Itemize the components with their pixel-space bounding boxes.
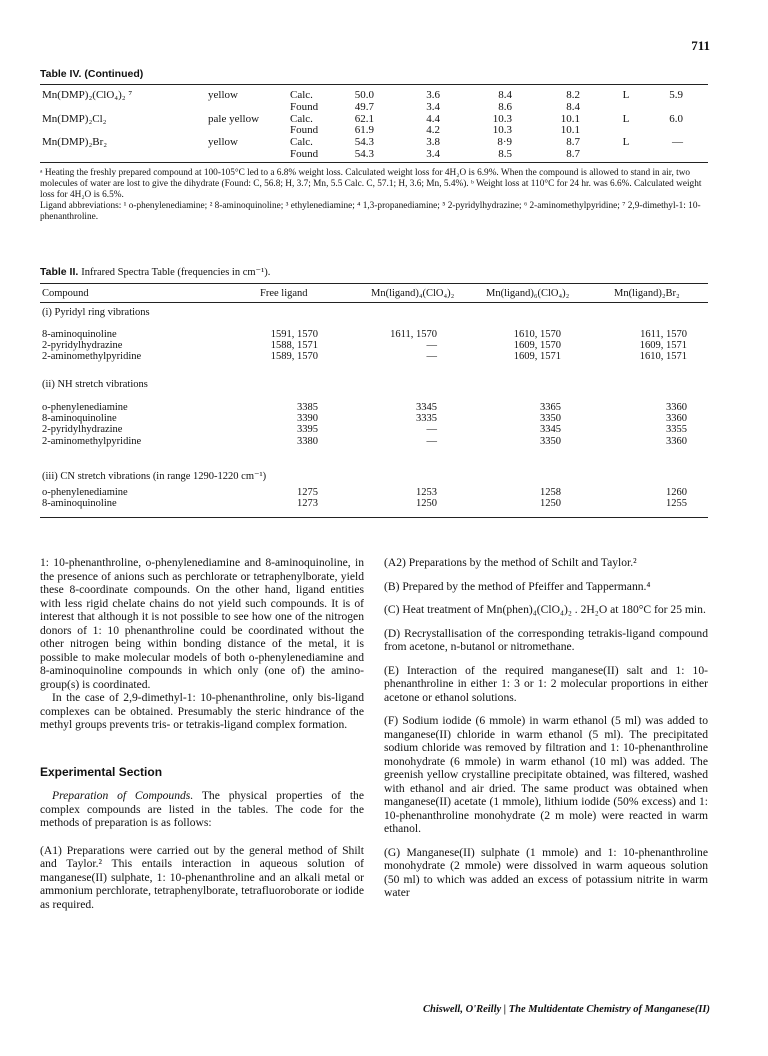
table2-compound-cell: 2-aminomethylpyridine bbox=[42, 435, 142, 447]
table2-value-cell: 1591, 1570 bbox=[270, 329, 318, 340]
method-b: (B) Prepared by the method of Pfeiffer and Tappermann.⁴ bbox=[384, 579, 651, 593]
table4-cell-mn: 10.1 bbox=[560, 124, 580, 137]
method-c: (C) Heat treatment of Mn(phen)₄(ClO₄)₂ . 2H₂O at 180°C for 25 min. bbox=[384, 603, 706, 616]
table2-value-cell: 3385 bbox=[297, 402, 318, 413]
table2-value-cell: — bbox=[426, 424, 437, 436]
table4-cell-n: 8.4 bbox=[498, 89, 512, 101]
table2-caption-label: Table II. bbox=[40, 266, 79, 278]
table4-cell-type: Calc. bbox=[290, 112, 313, 125]
paragraph-discussion: 1: 10-phenanthroline, o-phenylenediamine and 8-aminoquinoline, in the presence of anions such as perchlorate or tetraphenylborate, yield these 8-coordinate compounds. On the other hand, ligand entities with less rigid chelate chains do not yield such compounds. It is of interest that although it is not possible to see how one of the nitrogen donors of 1: 10 phenanthroline could be coordinated without the other nitrogen being within bonding distance of the metal, it is possible to make molecular models of both o-phenylenediamine and 8-aminoquinoline compounds in which only (one of) the amino-group(s) is coordinated. bbox=[40, 556, 364, 691]
table2-value-cell: 1253 bbox=[416, 487, 437, 498]
section-heading-experimental: Experimental Section bbox=[40, 764, 163, 779]
table2-value-cell: 3390 bbox=[297, 413, 318, 425]
table4-cell-color: yellow bbox=[208, 136, 238, 149]
table2-value-cell: 3360 bbox=[666, 402, 687, 413]
table2-compound-cell: 2-aminomethylpyridine bbox=[42, 351, 142, 363]
table2-value-cell: 3365 bbox=[540, 402, 561, 413]
table2-value-cell: 1609, 1571 bbox=[639, 340, 687, 352]
table4-cell-n: 10.3 bbox=[492, 112, 512, 125]
table2-value-cell: 1610, 1571 bbox=[639, 351, 687, 363]
table2-header-cell: Free ligand bbox=[260, 288, 308, 299]
table2-header-cell: Mn(ligand)₆(ClO₄)₂ bbox=[486, 288, 570, 299]
table2-caption-text: Infrared Spectra Table (frequencies in cm⁻¹). bbox=[81, 267, 271, 278]
table2-compound-cell: 8-aminoquinoline bbox=[42, 498, 117, 510]
method-e: (E) Interaction of the required manganese(II) salt and 1: 10-phenanthroline in either 1: 3 or 1: 2 molecular proportions in either acetone or ethanol solutions. bbox=[384, 663, 708, 704]
table2-value-cell: 3335 bbox=[416, 413, 437, 425]
table4-cell-h: 3.8 bbox=[426, 136, 440, 149]
table4-cell-type: Found bbox=[290, 100, 319, 113]
table4-cell-c: 54.3 bbox=[354, 148, 374, 160]
table4-cell-mn: 8.7 bbox=[566, 148, 580, 160]
table2-header-rule bbox=[40, 302, 708, 303]
table2-value-cell: 3350 bbox=[540, 435, 561, 447]
table2-compound-cell: 8-aminoquinoline bbox=[42, 329, 117, 340]
table2-value-cell: 3360 bbox=[666, 435, 687, 447]
table2-value-cell: 1260 bbox=[666, 487, 687, 498]
table2-value-cell: — bbox=[426, 340, 437, 352]
table4-top-rule bbox=[40, 84, 708, 85]
table2-value-cell: 1250 bbox=[416, 498, 437, 510]
table2-value-cell: 1609, 1570 bbox=[513, 340, 561, 352]
table2-header-cell: Mn(ligand)₂Br₂ bbox=[614, 288, 680, 299]
table4-footnotes bbox=[40, 168, 710, 223]
table4-cell-loss: 5.9 bbox=[669, 89, 683, 101]
preparation-lead: Preparation of Compounds. bbox=[52, 789, 194, 802]
table2-value-cell: 1250 bbox=[540, 498, 561, 510]
table2-compound-cell: 2-pyridylhydrazine bbox=[42, 424, 123, 436]
table2-value-cell: — bbox=[426, 435, 437, 447]
table2-header-cell: Mn(ligand)₄(ClO₄)₂ bbox=[371, 288, 455, 299]
table4-note-ligands: Ligand abbreviations: ¹ o-phenylenediamine; ² 8-aminoquinoline; ³ ethylenediamine; ⁴ 1,3-propanediamine; ⁵ 2-pyridylhydrazine; ⁶ 2-aminomethylpyridine; ⁷ 2,9-dimethyl-1: 10-phenanthroline. bbox=[40, 200, 701, 222]
table4-cell-loss: 6.0 bbox=[669, 112, 683, 125]
table4-cell-type: Calc. bbox=[290, 89, 313, 101]
table4-cell-h: 4.4 bbox=[426, 112, 440, 125]
table4-cell-mn: 8.2 bbox=[566, 89, 580, 101]
table4-cell-n: 8.6 bbox=[498, 100, 512, 113]
table2-top-rule bbox=[40, 283, 708, 284]
table4-bottom-rule bbox=[40, 162, 708, 163]
method-g: (G) Manganese(II) sulphate (1 mmole) and 1: 10-phenanthroline monohydrate (2 mmole) were dissolved in warm aqueous solution (50 ml) to which was added an excess of potassium nitrite in warm water bbox=[384, 845, 708, 899]
table2-value-cell: 1273 bbox=[297, 498, 318, 510]
table4-cell-method: L bbox=[622, 136, 630, 149]
table4-caption bbox=[40, 68, 143, 80]
table2-value-cell: 3380 bbox=[297, 435, 318, 447]
table4-cell-method: L bbox=[622, 89, 630, 101]
table4-cell-c: 62.1 bbox=[354, 112, 374, 125]
table2-section-pyridyl: (i) Pyridyl ring vibrations bbox=[42, 307, 150, 318]
table2-compound-cell: o-phenylenediamine bbox=[42, 402, 128, 413]
table4-cell-c: 54.3 bbox=[354, 136, 374, 149]
table2-value-cell: 3350 bbox=[540, 413, 561, 425]
table4-cell-n: 8.5 bbox=[498, 148, 512, 160]
table4-cell-mn: 8.7 bbox=[566, 136, 580, 149]
method-a1: (A1) Preparations were carried out by the general method of Shilt and Taylor.² This entails interaction in aqueous solution of manganese(II) sulphate, 1: 10-phenanthroline and an alkali metal or ammonium perchlorate, tetraphenylborate, tetrafluoroborate or iodide as required. bbox=[40, 843, 364, 911]
table4-cell-mn: 10.1 bbox=[560, 112, 580, 125]
paragraph-preparation bbox=[40, 789, 364, 830]
table4-cell-h: 3.4 bbox=[426, 100, 440, 113]
table4-cell-type: Calc. bbox=[290, 136, 313, 149]
table2-caption bbox=[40, 266, 270, 278]
table4-cell-c: 61.9 bbox=[354, 124, 374, 137]
page-number: 711 bbox=[691, 38, 710, 53]
table4-cell-h: 4.2 bbox=[426, 124, 440, 137]
table2-compound-cell: 8-aminoquinoline bbox=[42, 413, 117, 425]
table4-cell-type: Found bbox=[290, 148, 319, 160]
table4-caption-text: (Continued) bbox=[84, 68, 144, 80]
table4-cell-method: L bbox=[622, 112, 630, 125]
table4-cell-compound: Mn(DMP)₂Br₂ bbox=[42, 136, 108, 149]
table2-section-nh: (ii) NH stretch vibrations bbox=[42, 379, 148, 390]
table4-cell-mn: 8.4 bbox=[566, 100, 580, 113]
table2-value-cell: 1611, 1570 bbox=[640, 329, 687, 340]
running-footer: Chiswell, O'Reilly | The Multidentate Chemistry of Manganese(II) bbox=[423, 1004, 710, 1015]
table2-value-cell: 3345 bbox=[540, 424, 561, 436]
table2-value-cell: — bbox=[426, 351, 437, 363]
table4-cell-compound: Mn(DMP)₂(ClO₄)₂ ⁷ bbox=[42, 89, 133, 101]
table2-value-cell: 3345 bbox=[416, 402, 437, 413]
table4-cell-color: pale yellow bbox=[208, 112, 260, 125]
left-column bbox=[40, 556, 364, 921]
table2-value-cell: 1275 bbox=[297, 487, 318, 498]
method-a2: (A2) Preparations by the method of Schilt and Taylor.² bbox=[384, 556, 637, 569]
table2-value-cell: 1611, 1570 bbox=[390, 329, 437, 340]
method-f: (F) Sodium iodide (6 mmole) in warm ethanol (5 ml) was added to manganese(II) chloride in warm ethanol (5 ml). The precipitated sodium chloride was removed by filtration and 1: 10-phenanthroline monohydrate (6 mmole) in warm ethanol (10 ml) was added. The greenish yellow crystalline precipitate obtained, was filtered, washed with ethanol and air dried. The same product was obtained when manganese(II) acetate (1 mmole), lithium iodide (50% excess) and 1: 10-phenanthroline monohydrate (2 m mole) were reacted in warm ethanol. bbox=[384, 714, 708, 835]
paragraph-dimethyl: In the case of 2,9-dimethyl-1: 10-phenanthroline, only bis-ligand complexes can be obtained. Presumably the steric hindrance of the methyl groups prevents tris- or tetrakis-ligand complex formation. bbox=[40, 691, 364, 731]
table2-header-cell: Compound bbox=[42, 288, 89, 299]
table4-cell-loss: — bbox=[672, 136, 683, 149]
table2-value-cell: 1255 bbox=[666, 498, 687, 510]
table2-value-cell: 1258 bbox=[540, 487, 561, 498]
table2-compound-cell: o-phenylenediamine bbox=[42, 487, 128, 498]
table4-cell-h: 3.6 bbox=[426, 89, 440, 101]
table2-value-cell: 1589, 1570 bbox=[270, 351, 318, 363]
table4-cell-c: 49.7 bbox=[354, 100, 374, 113]
table2-value-cell: 1609, 1571 bbox=[513, 351, 561, 363]
table4-cell-n: 10.3 bbox=[492, 124, 512, 137]
table4-cell-compound: Mn(DMP)₂Cl₂ bbox=[42, 112, 107, 125]
table2-value-cell: 3395 bbox=[297, 424, 318, 436]
table2-section-cn: (iii) CN stretch vibrations (in range 1290-1220 cm⁻¹) bbox=[42, 471, 267, 482]
table2-compound-cell: 2-pyridylhydrazine bbox=[42, 340, 123, 352]
method-d: (D) Recrystallisation of the corresponding tetrakis-ligand compound from acetone, n-butanol or nitromethane. bbox=[384, 626, 708, 653]
table4-cell-n: 8·9 bbox=[497, 136, 512, 149]
table4-cell-c: 50.0 bbox=[354, 89, 374, 101]
table2-value-cell: 3355 bbox=[666, 424, 687, 436]
table4-cell-color: yellow bbox=[208, 89, 238, 101]
right-column bbox=[384, 556, 708, 910]
table4-cell-type: Found bbox=[290, 124, 319, 137]
table4-cell-h: 3.4 bbox=[426, 148, 440, 160]
table2-value-cell: 1588, 1571 bbox=[270, 340, 318, 352]
table4-note-a: ᵃ Heating the freshly prepared compound at 100-105°C led to a 6.8% weight loss. Calculated weight loss for 4H₂O is 6.9%. When the compound is allowed to stand in air, two molecules of water are lost to give the dihydrate (Found: C, 56.8; H, 3.7; Mn, 5.5 Calc. C, 57.1; H, 3.6; Mn, 5.4%). ᵇ Weight loss at 110°C for 24 hr. was 6.6%. Calculated weight loss for 4H₂O is 6.5%. bbox=[40, 168, 702, 200]
table4-caption-label: Table IV. bbox=[40, 68, 82, 80]
table2-value-cell: 3360 bbox=[666, 413, 687, 425]
preparation-text: The physical properties of the complex compounds are listed in the tables. The code for the methods of preparation is as follows: bbox=[40, 789, 364, 829]
table2-bottom-rule bbox=[40, 517, 708, 518]
table2-value-cell: 1610, 1570 bbox=[513, 329, 561, 340]
